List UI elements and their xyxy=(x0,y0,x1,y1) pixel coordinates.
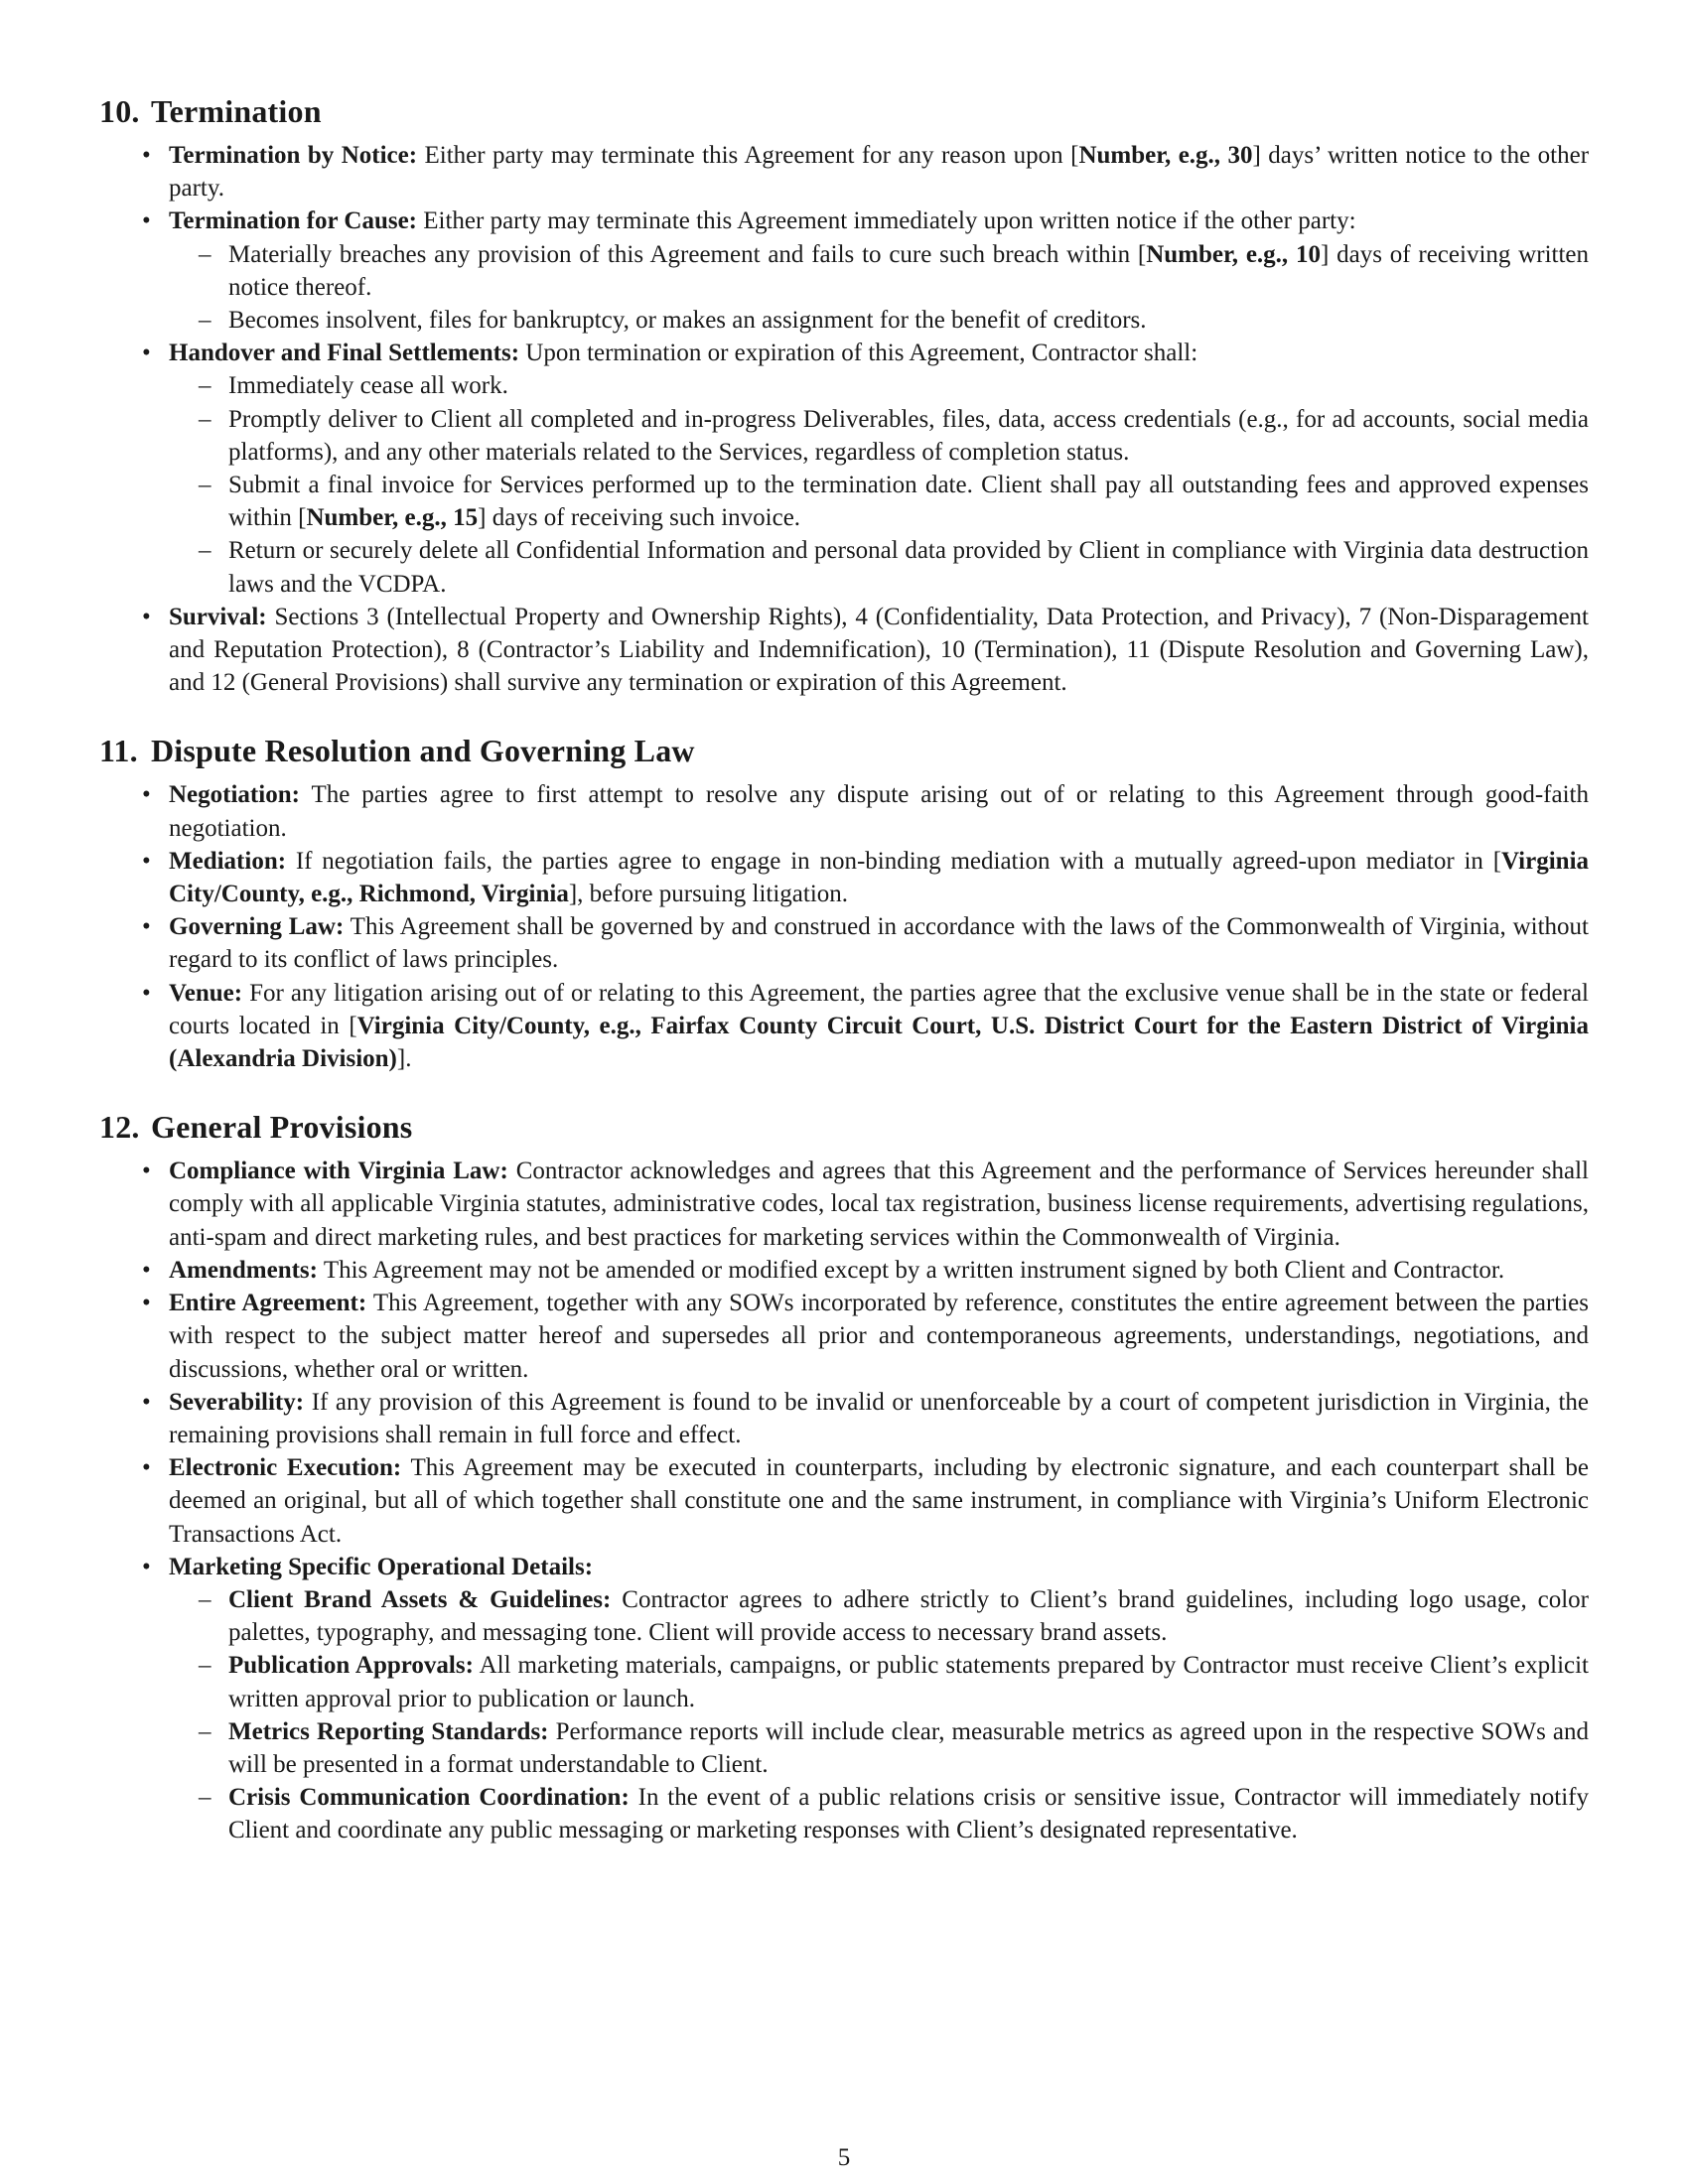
sub-list-item xyxy=(228,1583,1589,1649)
page-number: 5 xyxy=(837,2144,851,2171)
bullet-list xyxy=(99,1155,1589,1846)
list-item xyxy=(169,778,1589,844)
list-item xyxy=(169,910,1589,976)
item-text: Return or securely delete all Confidential Information and personal data provided by Client in compliance with Virginia data destruction laws and the VCDPA. xyxy=(228,537,1589,598)
placeholder-field: Number, e.g., 15 xyxy=(306,504,479,532)
sub-list-item xyxy=(228,403,1589,469)
item-text: Promptly deliver to Client all completed and in-progress Deliverables, files, data, access credentials (e.g., for ad accounts, social media platforms), and any other materials related to the Services, regardless of completion status. xyxy=(228,405,1589,466)
section-12 xyxy=(99,1105,1589,1846)
item-label: Amendments: xyxy=(169,1256,318,1284)
item-text: Performance reports will include clear, measurable metrics as agreed upon in the respective SOWs and will be presented in a format understandable to Client. xyxy=(228,1717,1590,1778)
section-number: 12. xyxy=(99,1109,140,1146)
bullet-list xyxy=(99,778,1589,1075)
section-heading xyxy=(99,729,1589,772)
section-number: 10. xyxy=(99,93,140,129)
item-label: Severability: xyxy=(169,1388,305,1416)
placeholder-field: Number, e.g., 30 xyxy=(1078,142,1253,169)
section-11 xyxy=(99,729,1589,1075)
item-text: All marketing materials, campaigns, or public statements prepared by Contractor must receive Client’s explicit written approval prior to publication or launch. xyxy=(228,1652,1590,1712)
list-item xyxy=(169,1451,1589,1551)
sub-list-item xyxy=(228,1781,1589,1846)
item-label: Mediation: xyxy=(169,847,287,875)
item-label: Governing Law: xyxy=(169,913,345,941)
document-page xyxy=(99,89,1589,1877)
item-text-after: ] days of receiving such invoice. xyxy=(478,504,801,532)
sub-list xyxy=(169,369,1589,600)
item-text: Sections 3 (Intellectual Property and Ownership Rights), 4 (Confidentiality, Data Protection, and Privacy), 7 (Non-Disparagement and Reputation Protection), 8 (Contractor’s Liability and Indemnification), 10 (Termination), 11 (Dispute Resolution and Governing Law), and 12 (General Provisions) shall survive any termination or expiration of this Agreement. xyxy=(169,603,1590,697)
sub-list-item xyxy=(228,304,1589,337)
placeholder-field: Virginia City/County, e.g., Fairfax County Circuit Court, U.S. District Court for the Eastern District of Virginia (Alexandria Division) xyxy=(169,1012,1589,1073)
sub-list-item xyxy=(228,238,1589,304)
list-item xyxy=(169,1254,1589,1287)
item-text: This Agreement shall be governed by and construed in accordance with the laws of the Commonwealth of Virginia, without regard to its conflict of laws principles. xyxy=(169,913,1589,974)
list-item xyxy=(169,139,1589,205)
item-label: Metrics Reporting Standards: xyxy=(228,1717,549,1745)
item-text: Immediately cease all work. xyxy=(228,372,508,400)
sub-list-item xyxy=(228,534,1589,600)
item-text: This Agreement may be executed in counterparts, including by electronic signature, and each counterpart shall be deemed an original, but all of which together shall constitute one and the same instrument, in compliance with Virginia’s Uniform Electronic Transactions Act. xyxy=(169,1454,1589,1548)
item-text: For any litigation arising out of or relating to this Agreement, the parties agree that the exclusive venue shall be in the state or federal courts located in [ xyxy=(169,979,1590,1039)
item-text: Upon termination or expiration of this Agreement, Contractor shall: xyxy=(525,340,1198,367)
list-item xyxy=(169,1287,1589,1386)
item-label: Termination by Notice: xyxy=(169,142,418,169)
placeholder-field: Virginia City/County, e.g., Richmond, Virginia xyxy=(169,847,1590,908)
item-text: The parties agree to first attempt to resolve any dispute arising out of or relating to this Agreement through good-faith negotiation. xyxy=(169,781,1589,842)
section-title: Termination xyxy=(151,93,322,129)
item-label: Compliance with Virginia Law: xyxy=(169,1158,508,1185)
item-label: Negotiation: xyxy=(169,781,300,809)
sub-list xyxy=(169,238,1589,338)
list-item xyxy=(169,205,1589,337)
section-number: 11. xyxy=(99,733,138,769)
sub-list-item xyxy=(228,469,1589,534)
item-text: Submit a final invoice for Services performed up to the termination date. Client shall pay all outstanding fees and approved expenses within [ xyxy=(228,472,1589,532)
item-label: Handover and Final Settlements: xyxy=(169,340,520,367)
item-text: This Agreement may not be amended or modified except by a written instrument signed by both Client and Contractor. xyxy=(323,1256,1505,1284)
list-item xyxy=(169,1551,1589,1847)
item-label: Entire Agreement: xyxy=(169,1290,367,1317)
list-item xyxy=(169,337,1589,601)
item-text-after: ] days of receiving written notice thereof. xyxy=(228,240,1589,301)
section-title: Dispute Resolution and Governing Law xyxy=(151,733,695,769)
section-heading xyxy=(99,1105,1589,1149)
item-text: If any provision of this Agreement is found to be invalid or unenforceable by a court of competent jurisdiction in Virginia, the remaining provisions shall remain in full force and effect. xyxy=(169,1388,1590,1448)
item-label: Marketing Specific Operational Details: xyxy=(169,1553,594,1580)
item-text: Contractor acknowledges and agrees that this Agreement and the performance of Services hereunder shall comply with all applicable Virginia statutes, administrative codes, local tax registration, business license requirements, advertising regulations, anti-spam and direct marketing rules, and best practices for marketing services within the Commonwealth of Virginia. xyxy=(169,1158,1589,1251)
item-label: Client Brand Assets & Guidelines: xyxy=(228,1585,612,1613)
bullet-list xyxy=(99,139,1589,699)
item-text: Becomes insolvent, files for bankruptcy, or makes an assignment for the benefit of creditors. xyxy=(228,307,1147,335)
item-text: Either party may terminate this Agreement for any reason upon [ xyxy=(424,142,1079,169)
section-10 xyxy=(99,89,1589,699)
item-text: In the event of a public relations crisis or sensitive issue, Contractor will immediately notify Client and coordinate any public messaging or marketing responses with Client’s designated representative. xyxy=(228,1784,1589,1844)
item-text-after: ]. xyxy=(396,1045,412,1073)
item-label: Publication Approvals: xyxy=(228,1652,474,1680)
item-label: Electronic Execution: xyxy=(169,1454,402,1482)
item-text: Either party may terminate this Agreement immediately upon written notice if the other party: xyxy=(423,207,1356,235)
list-item xyxy=(169,1155,1589,1254)
item-label: Survival: xyxy=(169,603,267,630)
item-label: Venue: xyxy=(169,979,243,1007)
item-text: This Agreement, together with any SOWs incorporated by reference, constitutes the entire agreement between the parties with respect to the subject matter hereof and supersedes all prior and contemporaneous agreements, understandings, negotiations, and discussions, whether oral or written. xyxy=(169,1290,1589,1383)
placeholder-field: Number, e.g., 10 xyxy=(1146,240,1321,268)
list-item xyxy=(169,601,1589,700)
item-text: Materially breaches any provision of this Agreement and fails to cure such breach within [ xyxy=(228,240,1147,268)
section-heading xyxy=(99,89,1589,133)
item-text: Contractor agrees to adhere strictly to Client’s brand guidelines, including logo usage, color palettes, typography, and messaging tone. Client will provide access to necessary brand assets. xyxy=(228,1585,1590,1647)
sub-list-item xyxy=(228,1715,1589,1781)
item-text-after: ] days’ written notice to the other party. xyxy=(169,142,1590,203)
item-text: If negotiation fails, the parties agree to engage in non-binding mediation with a mutually agreed-upon mediator in [ xyxy=(295,847,1502,875)
item-label: Crisis Communication Coordination: xyxy=(228,1784,630,1812)
section-title: General Provisions xyxy=(151,1109,413,1146)
sub-list-item xyxy=(228,369,1589,402)
list-item xyxy=(169,977,1589,1076)
sub-list-item xyxy=(228,1649,1589,1714)
sub-list xyxy=(169,1583,1589,1847)
list-item xyxy=(169,845,1589,910)
list-item xyxy=(169,1386,1589,1451)
item-text-after: ], before pursuing litigation. xyxy=(568,881,849,908)
item-label: Termination for Cause: xyxy=(169,207,417,235)
